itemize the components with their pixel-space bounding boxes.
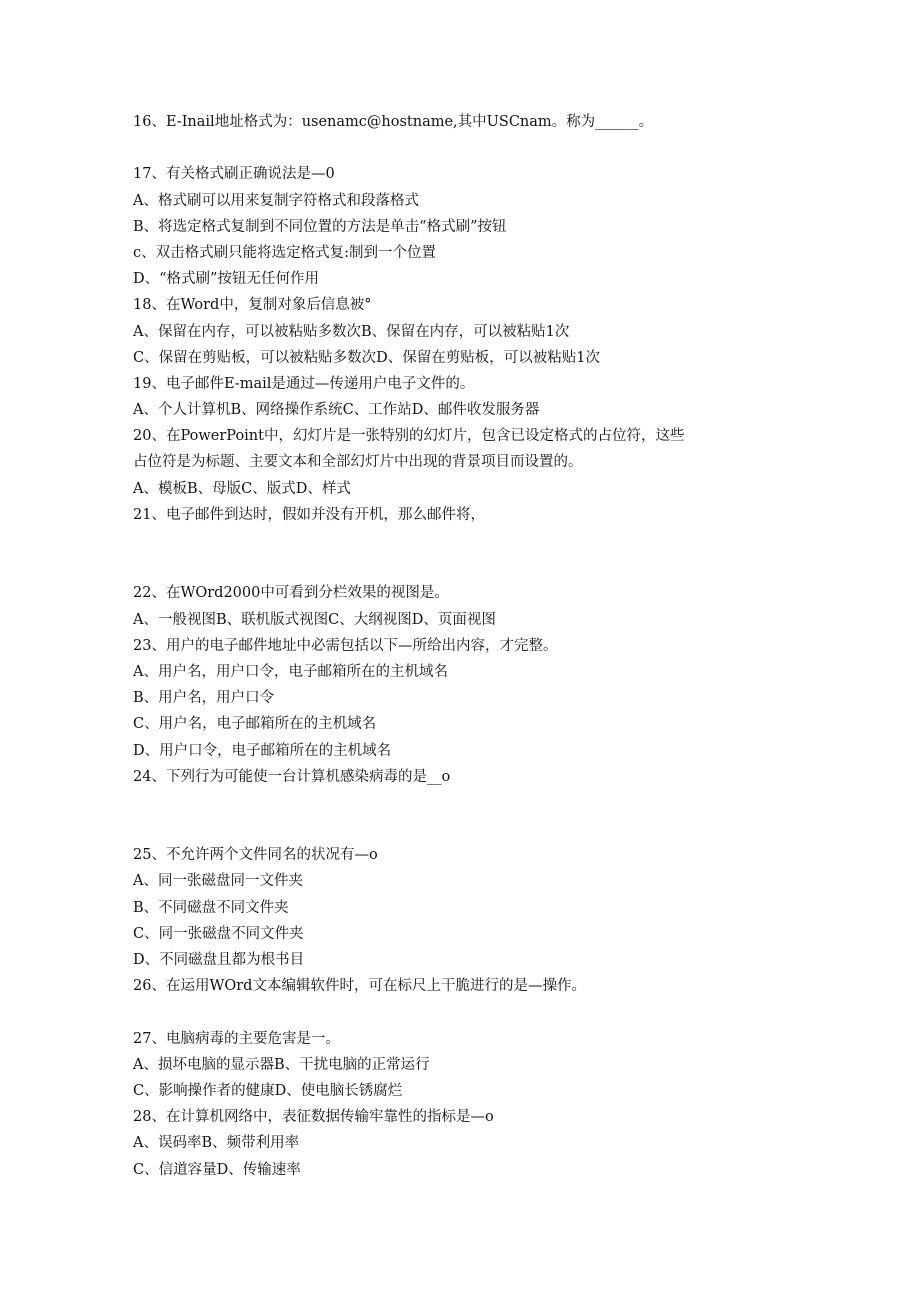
option-b: B、不同磁盘不同文件夹 (133, 899, 289, 916)
option-line: A、保留在内存，可以被粘贴多数次B、保留在内存，可以被粘贴1次 (133, 323, 570, 340)
option-line: C、信道容量D、传输速率 (133, 1161, 301, 1178)
option-c: c、双击格式刷只能将选定格式复:制到一个位置 (133, 244, 437, 261)
option-line: A、损坏电脑的显示器B、干扰电脑的正常运行 (133, 1056, 430, 1073)
question-20-continued: 占位符是为标题、主要文本和全部幻灯片中出现的背景项目而设置的。 (133, 454, 583, 471)
question-25: 25、不允许两个文件同名的状况有—o (133, 847, 378, 864)
question-28: 28、在计算机网络中，表征数据传输牢靠性的指标是—o (133, 1109, 494, 1126)
options-row (133, 135, 853, 161)
option-b: B、用户名，用户口令 (133, 690, 275, 707)
option-d: D、不同磁盘且都为根书目 (133, 952, 305, 968)
option-d: D、“格式刷”按钮无任何作用 (133, 271, 319, 288)
option-line: A、误码率B、频带利用率 (133, 1135, 300, 1152)
question-23: 23、用户的电子邮件地址中必需包括以下—所给出内容，才完整。 (133, 637, 558, 654)
option-d: D、用户口令，电子邮箱所在的主机域名 (133, 742, 392, 759)
question-20: 20、在PowerPoint中，幻灯片是一张特别的幻灯片，包含已设定格式的占位符，这些 (133, 428, 685, 445)
options-row (133, 790, 853, 816)
question-16: 16、E-Inail地址格式为：usenamc@hostname,其中USCnam。称为______。 (133, 114, 654, 130)
option-line: C、影响操作者的健康D、使电脑长锈腐烂 (133, 1082, 403, 1099)
options-row (133, 816, 853, 842)
question-26: 26、在运用WOrd文本编辑软件时，可在标尺上干脆进行的是—操作。 (133, 978, 586, 995)
option-line: A、一般视图B、联机版式视图C、大纲视图D、页面视图 (133, 611, 496, 628)
option-c: C、同一张磁盘不同文件夹 (133, 925, 304, 942)
option-line: A、个人计算机B、网络操作系统C、工作站D、邮件收发服务器 (133, 402, 540, 419)
options-row (133, 554, 853, 580)
option-b: B、将选定格式复制到不同位置的方法是单击“格式刷”按钮 (133, 218, 507, 235)
options-row (133, 528, 853, 554)
option-line: C、保留在剪贴板，可以被粘贴多数次D、保留在剪贴板，可以被粘贴1次 (133, 349, 600, 366)
question-list (133, 109, 853, 1183)
question-27: 27、电脑病毒的主要危害是一。 (133, 1030, 340, 1047)
question-19: 19、电子邮件E-mail是通过—传递用户电子文件的。 (133, 375, 475, 392)
question-24: 24、下列行为可能使一台计算机感染病毒的是__o (133, 768, 451, 785)
option-a: A、同一张磁盘同一文件夹 (133, 873, 303, 890)
question-21: 21、电子邮件到达时，假如并没有开机，那么邮件将， (133, 506, 485, 523)
options-row (133, 999, 853, 1025)
option-a: A、用户名，用户口令，电子邮箱所在的主机域名 (133, 663, 448, 680)
question-18: 18、在Word中，复制对象后信息被° (133, 297, 372, 314)
question-22: 22、在WOrd2000中可看到分栏效果的视图是。 (133, 585, 449, 602)
option-c: C、用户名，电子邮箱所在的主机域名 (133, 716, 377, 733)
question-17: 17、有关格式刷正确说法是—0 (133, 166, 335, 183)
option-a: A、格式刷可以用来复制字符格式和段落格式 (133, 192, 419, 209)
option-line: A、模板B、母版C、版式D、样式 (133, 480, 351, 497)
